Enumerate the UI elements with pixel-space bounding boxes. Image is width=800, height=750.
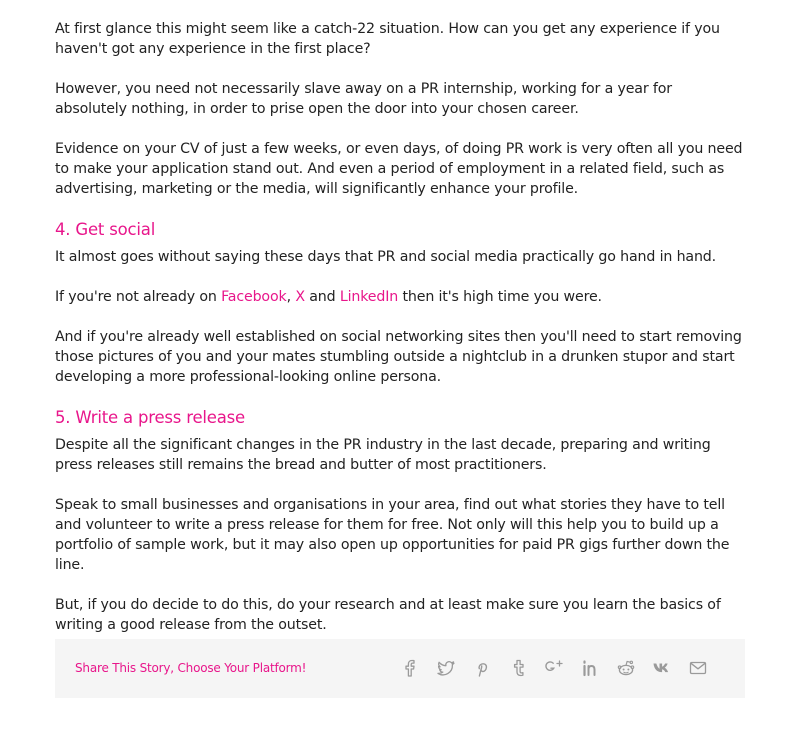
twitter-icon[interactable]: [434, 656, 458, 680]
share-label: Share This Story, Choose Your Platform!: [75, 661, 307, 675]
paragraph: But, if you do decide to do this, do your research and at least make sure you learn the basics of writing a good release from the outset.: [55, 597, 721, 633]
paragraph: Despite all the significant changes in the PR industry in the last decade, preparing and writing press releases still remains the bread and butter of most practitioners.: [55, 437, 711, 473]
google-plus-icon[interactable]: [542, 656, 566, 680]
article-body: [55, 19, 745, 655]
paragraph: And if you're already well established on social networking sites then you'll need to start removing those pictures of you and your mates stumbling outside a nightclub in a drunken stupor and start developing a more professional-looking online persona.: [55, 329, 742, 385]
vk-icon[interactable]: [650, 656, 674, 680]
linkedin-icon[interactable]: [578, 656, 602, 680]
facebook-icon[interactable]: [398, 656, 422, 680]
text-segment: then it's high time you were.: [398, 289, 602, 305]
pinterest-icon[interactable]: [470, 656, 494, 680]
paragraph: Evidence on your CV of just a few weeks, or even days, of doing PR work is very often all you need to make your application stand out. And even a period of employment in a related field, such as advertising, marketing or the media, will significantly enhance your profile.: [55, 141, 743, 197]
section-heading-press-release: 5. Write a press release: [55, 408, 246, 427]
section-heading-get-social: 4. Get social: [55, 220, 156, 239]
paragraph: However, you need not necessarily slave away on a PR internship, working for a year for absolutely nothing, in order to prise open the door into your chosen career.: [55, 81, 672, 117]
paragraph: Speak to small businesses and organisations in your area, find out what stories they have to tell and volunteer to write a press release for them for free. Not only will this help you to build up a portfolio of sample work, but it may also open up opportunities for paid PR gigs further down the line.: [55, 497, 730, 573]
text-segment: and: [304, 289, 340, 305]
facebook-link[interactable]: Facebook: [221, 289, 287, 305]
x-link[interactable]: X: [295, 289, 305, 305]
text-segment: ,: [286, 289, 291, 305]
reddit-icon[interactable]: [614, 656, 638, 680]
text-segment: If you're not already on: [55, 289, 222, 305]
paragraph: At first glance this might seem like a catch-22 situation. How can you get any experience if you haven't got any experience in the first place?: [55, 21, 720, 57]
paragraph: It almost goes without saying these days that PR and social media practically go hand in hand.: [55, 249, 717, 265]
paragraph-social-links: [55, 287, 745, 307]
tumblr-icon[interactable]: [506, 656, 530, 680]
email-icon[interactable]: [686, 656, 710, 680]
share-bar: [55, 639, 745, 698]
linkedin-link[interactable]: LinkedIn: [339, 289, 399, 305]
